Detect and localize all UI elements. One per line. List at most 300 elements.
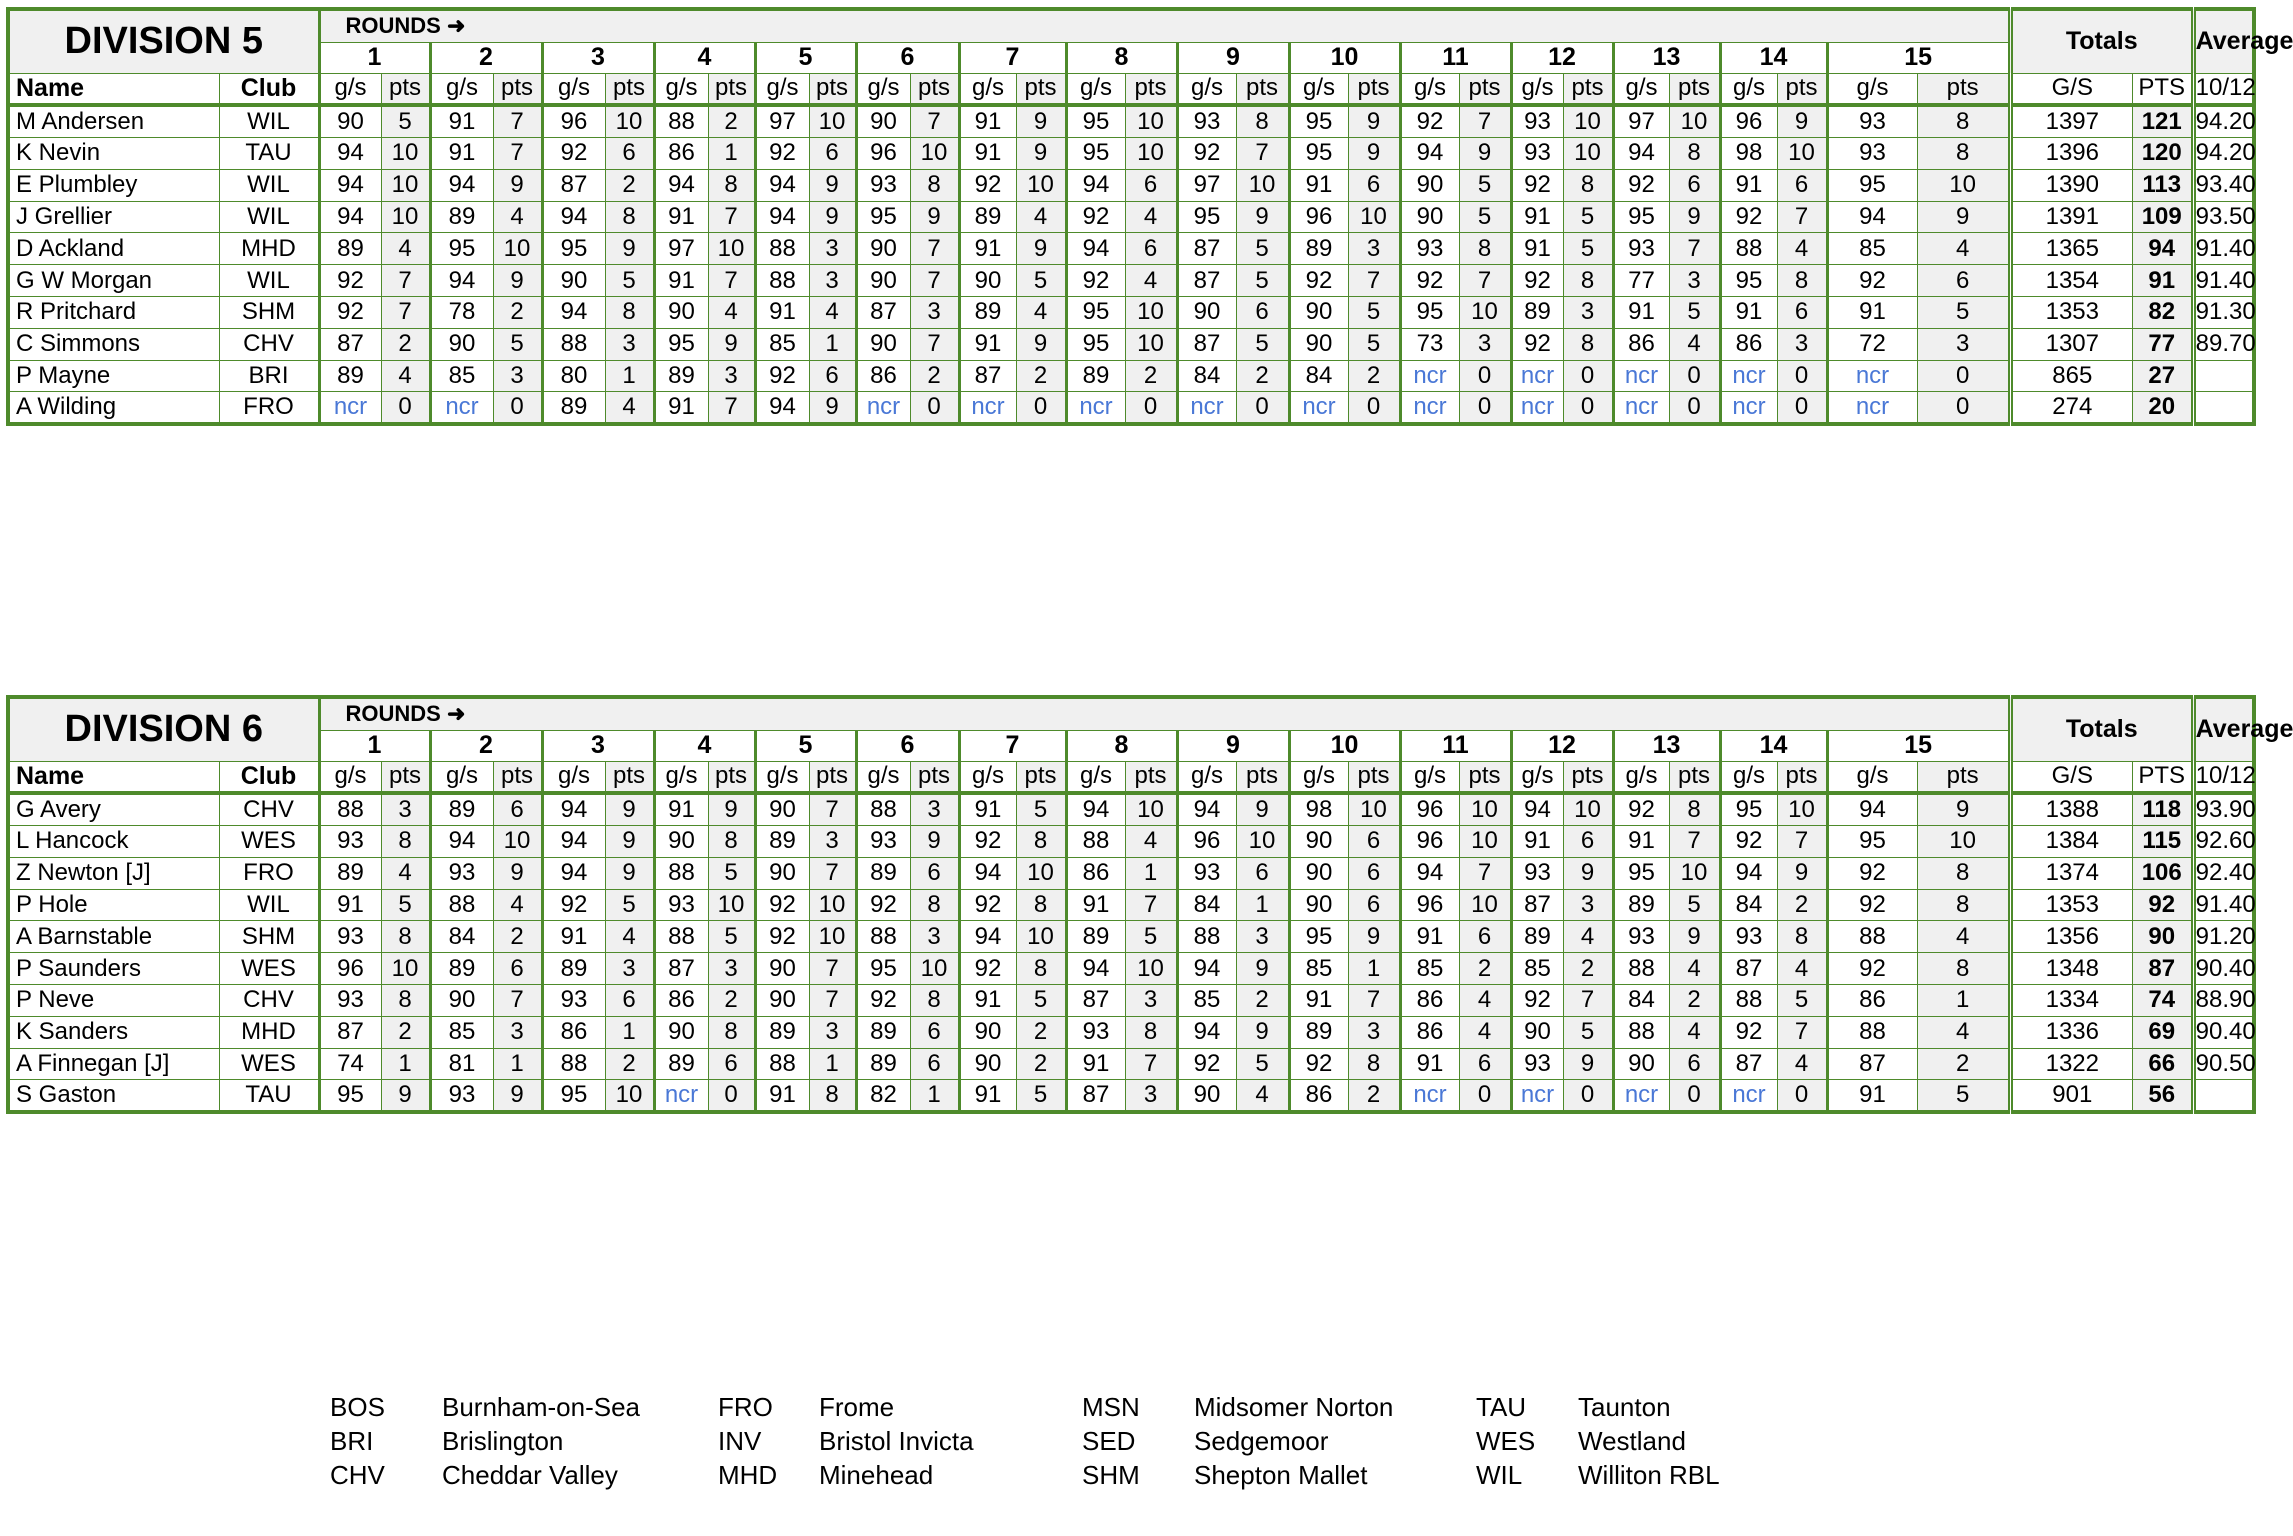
round-points: 2 [1348,1080,1400,1113]
round-score: 94 [430,265,493,297]
round-points: 10 [910,138,959,170]
round-score: 92 [542,889,605,921]
round-points: 6 [493,953,542,985]
legend-item [718,1390,974,1424]
pts-column-header: pts [605,73,654,105]
round-score: 88 [1177,921,1236,953]
round-points: 3 [1917,328,2010,360]
player-name: P Saunders [8,953,219,985]
player-row [8,328,2254,360]
round-points: 7 [1563,984,1613,1016]
legend-club: Taunton [1578,1392,1671,1422]
round-score: 95 [1066,328,1125,360]
round-score: 89 [319,360,381,392]
pts-column-header: pts [910,73,959,105]
round-points: 0 [1777,392,1827,425]
round-points: 0 [1917,392,2010,425]
round-score: 95 [1066,138,1125,170]
round-points: 5 [1125,921,1177,953]
header-row-round-numbers [8,730,2254,761]
name-column-header: Name [8,761,219,793]
round-points: 7 [1777,826,1827,858]
round-points: 9 [1016,233,1066,265]
round-points: 6 [1348,826,1400,858]
gs-column-header: g/s [1827,73,1917,105]
round-number: 9 [1177,730,1289,761]
round-points: 10 [1777,138,1827,170]
round-points: 3 [809,1016,856,1048]
round-score: 91 [959,1080,1016,1113]
round-points: 2 [605,169,654,201]
round-number: 8 [1066,42,1177,73]
round-score: ncr [1511,1080,1563,1113]
round-points: 8 [1917,138,2010,170]
round-score: 95 [856,953,910,985]
round-points: 6 [605,138,654,170]
legend-item [1082,1424,1393,1458]
pts-total-header: PTS [2132,73,2193,105]
gs-total: 1397 [2010,105,2132,138]
round-points: 3 [1236,921,1289,953]
round-score: 94 [1720,857,1777,889]
round-score: 90 [856,105,910,138]
round-points: 4 [1777,1048,1827,1080]
round-score: 87 [959,360,1016,392]
round-points: 8 [1016,953,1066,985]
round-score: 91 [1720,169,1777,201]
round-score: 87 [1827,1048,1917,1080]
player-average: 92.40 [2193,857,2254,889]
round-score: 85 [430,360,493,392]
round-points: 9 [1917,793,2010,826]
legend-code: MSN [1082,1392,1140,1422]
round-score: 89 [319,857,381,889]
round-score: ncr [1400,1080,1459,1113]
round-points: 7 [1777,201,1827,233]
round-number: 1 [319,730,430,761]
round-score: 90 [856,233,910,265]
round-points: 0 [1777,360,1827,392]
round-score: 97 [654,233,708,265]
round-points: 4 [1669,1016,1720,1048]
round-number: 10 [1289,730,1400,761]
round-score: 74 [319,1048,381,1080]
round-points: 4 [1917,1016,2010,1048]
round-score: 94 [542,201,605,233]
pts-total: 27 [2132,360,2193,392]
round-points: 10 [381,169,430,201]
round-score: 88 [654,921,708,953]
round-points: 4 [493,889,542,921]
player-club: WIL [219,201,319,233]
round-score: 91 [1066,889,1125,921]
legend-club: Minehead [819,1460,934,1490]
round-score: 96 [542,105,605,138]
player-name: J Grellier [8,201,219,233]
round-points: 5 [1563,1016,1613,1048]
pts-total: 92 [2132,889,2193,921]
player-average: 88.90 [2193,984,2254,1016]
gs-column-header: g/s [1511,73,1563,105]
pts-column-header: pts [1917,761,2010,793]
round-points: 7 [910,265,959,297]
pts-total: 118 [2132,793,2193,826]
round-score: 94 [654,169,708,201]
round-score: 88 [1613,1016,1669,1048]
player-row [8,265,2254,297]
header-row-columns [8,761,2254,793]
round-points: 9 [1236,1016,1289,1048]
pts-column-header: pts [493,761,542,793]
player-row [8,296,2254,328]
round-points: 2 [1016,1048,1066,1080]
round-points: 10 [1236,826,1289,858]
round-points: 4 [493,201,542,233]
round-score: 90 [1177,1080,1236,1113]
standings-table [6,695,2293,1114]
round-score: 84 [1613,984,1669,1016]
round-score: 91 [1289,984,1348,1016]
totals-heading: Totals [2010,9,2193,73]
round-points: 0 [1459,1080,1511,1113]
header-row-columns [8,73,2254,105]
round-score: 92 [1400,265,1459,297]
player-name: G Avery [8,793,219,826]
round-score: 93 [1177,857,1236,889]
gs-column-header: g/s [755,73,809,105]
player-club: WES [219,826,319,858]
gs-column-header: g/s [1720,761,1777,793]
pts-total: 120 [2132,138,2193,170]
gs-column-header: g/s [1066,73,1125,105]
round-score: ncr [1289,392,1348,425]
round-number: 6 [856,730,959,761]
round-points: 6 [1348,857,1400,889]
round-score: 87 [1720,1048,1777,1080]
gs-total: 1396 [2010,138,2132,170]
round-points: 5 [1016,984,1066,1016]
pts-total: 20 [2132,392,2193,425]
round-score: 90 [856,265,910,297]
round-score: 94 [1177,953,1236,985]
round-score: 92 [1177,138,1236,170]
round-score: 90 [1511,1016,1563,1048]
round-score: 92 [1511,328,1563,360]
round-score: 88 [856,793,910,826]
round-score: 95 [1400,296,1459,328]
player-club: WES [219,1048,319,1080]
round-points: 3 [1125,1080,1177,1113]
round-points: 9 [493,265,542,297]
round-score: 89 [319,233,381,265]
player-club: CHV [219,793,319,826]
round-score: 93 [319,826,381,858]
round-score: 96 [1289,201,1348,233]
round-points: 5 [708,921,755,953]
round-points: 10 [605,105,654,138]
round-points: 7 [1669,233,1720,265]
round-score: 94 [1066,233,1125,265]
round-points: 4 [1669,953,1720,985]
gs-column-header: g/s [856,73,910,105]
pts-column-header: pts [1459,73,1511,105]
round-points: 8 [1236,105,1289,138]
round-score: 93 [1613,233,1669,265]
round-points: 8 [381,826,430,858]
round-number: 11 [1400,42,1511,73]
player-average: 91.40 [2193,265,2254,297]
round-number: 6 [856,42,959,73]
gs-total: 1322 [2010,1048,2132,1080]
round-score: 90 [755,793,809,826]
round-score: 92 [1720,826,1777,858]
round-score: 87 [1720,953,1777,985]
round-score: ncr [1613,360,1669,392]
gs-column-header: g/s [1511,761,1563,793]
pts-column-header: pts [910,761,959,793]
round-score: 86 [1613,328,1669,360]
round-score: 93 [1511,105,1563,138]
gs-total: 1365 [2010,233,2132,265]
round-score: 95 [319,1080,381,1113]
round-points: 4 [1777,233,1827,265]
round-points: 2 [1236,360,1289,392]
round-score: ncr [959,392,1016,425]
round-points: 10 [809,921,856,953]
round-score: 87 [319,1016,381,1048]
round-points: 2 [1125,360,1177,392]
round-score: 94 [755,169,809,201]
pts-total: 91 [2132,265,2193,297]
round-score: 93 [1177,105,1236,138]
pts-column-header: pts [1669,73,1720,105]
round-points: 4 [381,857,430,889]
round-score: 90 [1177,296,1236,328]
pts-column-header: pts [493,73,542,105]
player-average: 90.50 [2193,1048,2254,1080]
round-score: 98 [1720,138,1777,170]
round-points: 10 [1563,793,1613,826]
gs-column-header: g/s [1827,761,1917,793]
division-5-table [6,7,2293,426]
round-points: 0 [1669,392,1720,425]
round-score: 90 [1613,1048,1669,1080]
round-score: 90 [542,265,605,297]
gs-column-header: g/s [959,761,1016,793]
round-score: 90 [856,328,910,360]
round-points: 8 [381,984,430,1016]
round-score: 91 [959,328,1016,360]
round-points: 10 [1125,105,1177,138]
round-number: 3 [542,730,654,761]
gs-column-header: g/s [1400,761,1459,793]
round-points: 4 [1016,201,1066,233]
round-score: 89 [755,826,809,858]
round-score: 85 [430,1016,493,1048]
round-points: 7 [1459,857,1511,889]
legend-column [1082,1390,1393,1492]
round-points: 6 [493,793,542,826]
round-points: 7 [381,296,430,328]
round-score: 91 [1400,1048,1459,1080]
round-points: 10 [1459,793,1511,826]
round-points: 5 [1348,296,1400,328]
round-points: 9 [910,826,959,858]
round-points: 6 [708,1048,755,1080]
round-score: 90 [755,984,809,1016]
round-points: 1 [809,1048,856,1080]
round-score: 91 [1613,826,1669,858]
round-score: 91 [1511,233,1563,265]
round-points: 10 [1236,169,1289,201]
round-score: 88 [1827,1016,1917,1048]
round-number: 9 [1177,42,1289,73]
round-score: 87 [1177,265,1236,297]
round-score: 73 [1400,328,1459,360]
pts-column-header: pts [1917,73,2010,105]
round-number: 7 [959,42,1066,73]
player-club: WES [219,953,319,985]
round-score: 95 [1066,105,1125,138]
round-score: 95 [1289,921,1348,953]
round-score: 94 [1613,138,1669,170]
player-club: FRO [219,857,319,889]
round-score: 97 [1177,169,1236,201]
round-score: 92 [1289,1048,1348,1080]
round-number: 3 [542,42,654,73]
player-average [2193,392,2254,425]
round-points: 10 [910,953,959,985]
round-score: 95 [1613,201,1669,233]
round-score: 95 [542,1080,605,1113]
round-score: 84 [430,921,493,953]
round-points: 9 [1016,328,1066,360]
round-score: ncr [1827,360,1917,392]
round-score: 95 [542,233,605,265]
round-score: 87 [1177,233,1236,265]
round-score: 91 [1613,296,1669,328]
round-score: 88 [430,889,493,921]
round-points: 10 [1016,169,1066,201]
round-score: 92 [1066,265,1125,297]
player-club: WIL [219,169,319,201]
gs-total: 901 [2010,1080,2132,1113]
round-number: 4 [654,730,755,761]
round-points: 2 [1016,1016,1066,1048]
round-points: 8 [1563,328,1613,360]
pts-column-header: pts [1016,761,1066,793]
player-row [8,1048,2254,1080]
round-score: 87 [1066,984,1125,1016]
round-points: 9 [605,857,654,889]
round-score: 87 [542,169,605,201]
round-points: 7 [708,265,755,297]
round-score: 93 [1827,105,1917,138]
pts-column-header: pts [1563,73,1613,105]
gs-column-header: g/s [1289,761,1348,793]
pts-column-header: pts [708,73,755,105]
round-points: 5 [605,889,654,921]
round-points: 9 [1563,857,1613,889]
round-score: 96 [1400,826,1459,858]
round-score: 81 [430,1048,493,1080]
round-score: 92 [1511,169,1563,201]
round-score: 91 [959,793,1016,826]
round-score: 84 [1177,360,1236,392]
round-points: 4 [1669,328,1720,360]
legend-item [330,1458,640,1492]
gs-total: 1336 [2010,1016,2132,1048]
gs-column-header: g/s [1177,761,1236,793]
round-score: 88 [1827,921,1917,953]
round-points: 9 [1016,138,1066,170]
round-number: 12 [1511,730,1613,761]
round-score: 91 [319,889,381,921]
round-points: 3 [1348,1016,1400,1048]
round-score: 92 [1827,265,1917,297]
player-club: CHV [219,984,319,1016]
round-score: 93 [654,889,708,921]
round-points: 6 [1236,857,1289,889]
pts-column-header: pts [809,761,856,793]
round-points: 9 [809,201,856,233]
round-points: 8 [1125,1016,1177,1048]
round-score: 92 [1400,105,1459,138]
round-points: 3 [708,360,755,392]
round-score: 86 [542,1016,605,1048]
pts-total: 74 [2132,984,2193,1016]
round-score: 91 [1511,201,1563,233]
round-number: 13 [1613,42,1720,73]
round-points: 2 [1348,360,1400,392]
round-score: 92 [542,138,605,170]
round-points: 7 [1125,1048,1177,1080]
round-score: 89 [1066,360,1125,392]
club-column-header: Club [219,761,319,793]
round-points: 4 [1236,1080,1289,1113]
round-points: 6 [809,360,856,392]
round-score: ncr [856,392,910,425]
player-row [8,233,2254,265]
pts-total: 115 [2132,826,2193,858]
round-score: 91 [755,296,809,328]
round-points: 6 [1459,1048,1511,1080]
round-points: 5 [381,889,430,921]
round-points: 7 [809,857,856,889]
legend-club: Williton RBL [1578,1460,1720,1490]
round-points: 7 [708,392,755,425]
round-points: 3 [910,921,959,953]
round-score: 85 [1827,233,1917,265]
round-score: 86 [1720,328,1777,360]
round-score: 88 [755,265,809,297]
legend-item [330,1390,640,1424]
round-points: 10 [1459,296,1511,328]
round-points: 3 [1348,233,1400,265]
round-score: 94 [1827,201,1917,233]
round-score: 80 [542,360,605,392]
player-name: D Ackland [8,233,219,265]
round-score: 88 [1613,953,1669,985]
round-points: 2 [1236,984,1289,1016]
pts-total: 94 [2132,233,2193,265]
round-points: 10 [1125,328,1177,360]
round-score: 86 [654,984,708,1016]
round-score: 90 [1289,857,1348,889]
round-points: 9 [493,857,542,889]
gs-column-header: g/s [430,761,493,793]
gs-total: 1353 [2010,889,2132,921]
